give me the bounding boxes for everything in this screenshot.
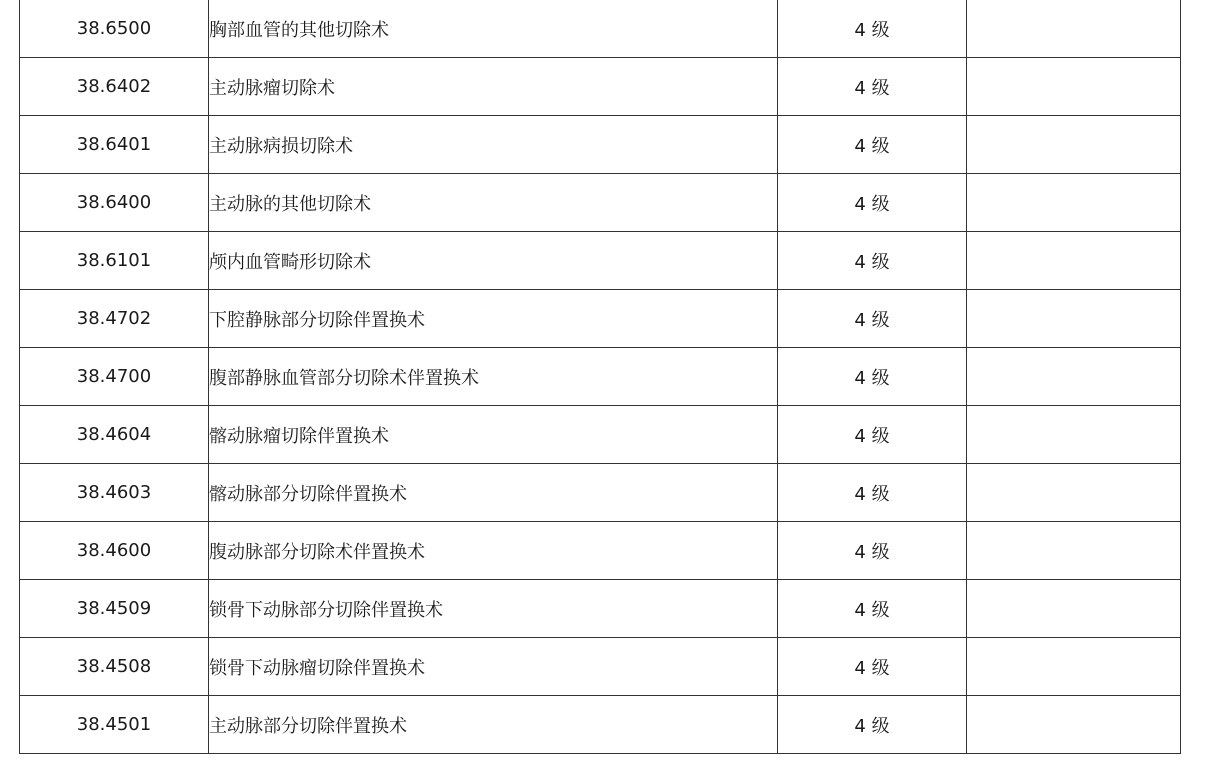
procedure-code-cell: 38.6400	[20, 174, 209, 232]
table-row	[20, 232, 1181, 290]
table-row	[20, 522, 1181, 580]
procedure-note-cell	[967, 406, 1181, 464]
procedure-table	[19, 0, 1181, 754]
table-row	[20, 290, 1181, 348]
procedure-note-cell	[967, 290, 1181, 348]
table-row	[20, 638, 1181, 696]
procedure-level-cell: 4 级	[778, 406, 967, 464]
procedure-note-cell	[967, 638, 1181, 696]
procedure-code-cell: 38.6402	[20, 58, 209, 116]
procedure-note-cell	[967, 58, 1181, 116]
procedure-code-cell: 38.6101	[20, 232, 209, 290]
procedure-note-cell	[967, 522, 1181, 580]
procedure-level-cell: 4 级	[778, 232, 967, 290]
procedure-code-cell: 38.4501	[20, 696, 209, 754]
procedure-level-cell: 4 级	[778, 696, 967, 754]
table-row	[20, 406, 1181, 464]
procedure-code-cell: 38.4508	[20, 638, 209, 696]
procedure-note-cell	[967, 116, 1181, 174]
procedure-name-cell: 腹部静脉血管部分切除术伴置换术	[209, 348, 778, 406]
procedure-name-cell: 颅内血管畸形切除术	[209, 232, 778, 290]
table-row	[20, 58, 1181, 116]
table-row	[20, 696, 1181, 754]
procedure-name-cell: 腹动脉部分切除术伴置换术	[209, 522, 778, 580]
procedure-table-body	[20, 0, 1181, 754]
procedure-name-cell: 髂动脉部分切除伴置换术	[209, 464, 778, 522]
procedure-level-cell: 4 级	[778, 348, 967, 406]
procedure-level-cell: 4 级	[778, 174, 967, 232]
table-row	[20, 348, 1181, 406]
procedure-level-cell: 4 级	[778, 464, 967, 522]
procedure-code-cell: 38.4702	[20, 290, 209, 348]
procedure-note-cell	[967, 696, 1181, 754]
procedure-level-cell: 4 级	[778, 290, 967, 348]
procedure-code-cell: 38.6500	[20, 0, 209, 58]
table-row	[20, 580, 1181, 638]
procedure-code-cell: 38.4509	[20, 580, 209, 638]
table-row	[20, 0, 1181, 58]
procedure-name-cell: 主动脉病损切除术	[209, 116, 778, 174]
procedure-note-cell	[967, 0, 1181, 58]
table-row	[20, 464, 1181, 522]
procedure-note-cell	[967, 464, 1181, 522]
procedure-name-cell: 锁骨下动脉瘤切除伴置换术	[209, 638, 778, 696]
procedure-level-cell: 4 级	[778, 580, 967, 638]
procedure-code-cell: 38.4700	[20, 348, 209, 406]
procedure-name-cell: 锁骨下动脉部分切除伴置换术	[209, 580, 778, 638]
procedure-code-cell: 38.4603	[20, 464, 209, 522]
procedure-name-cell: 下腔静脉部分切除伴置换术	[209, 290, 778, 348]
procedure-level-cell: 4 级	[778, 638, 967, 696]
procedure-level-cell: 4 级	[778, 116, 967, 174]
procedure-code-cell: 38.6401	[20, 116, 209, 174]
procedure-name-cell: 主动脉部分切除伴置换术	[209, 696, 778, 754]
procedure-level-cell: 4 级	[778, 0, 967, 58]
procedure-level-cell: 4 级	[778, 58, 967, 116]
procedure-note-cell	[967, 232, 1181, 290]
procedure-note-cell	[967, 348, 1181, 406]
table-row	[20, 174, 1181, 232]
procedure-name-cell: 主动脉瘤切除术	[209, 58, 778, 116]
procedure-code-cell: 38.4604	[20, 406, 209, 464]
procedure-note-cell	[967, 174, 1181, 232]
procedure-level-cell: 4 级	[778, 522, 967, 580]
procedure-name-cell: 主动脉的其他切除术	[209, 174, 778, 232]
procedure-code-cell: 38.4600	[20, 522, 209, 580]
procedure-name-cell: 胸部血管的其他切除术	[209, 0, 778, 58]
procedure-note-cell	[967, 580, 1181, 638]
procedure-name-cell: 髂动脉瘤切除伴置换术	[209, 406, 778, 464]
table-row	[20, 116, 1181, 174]
